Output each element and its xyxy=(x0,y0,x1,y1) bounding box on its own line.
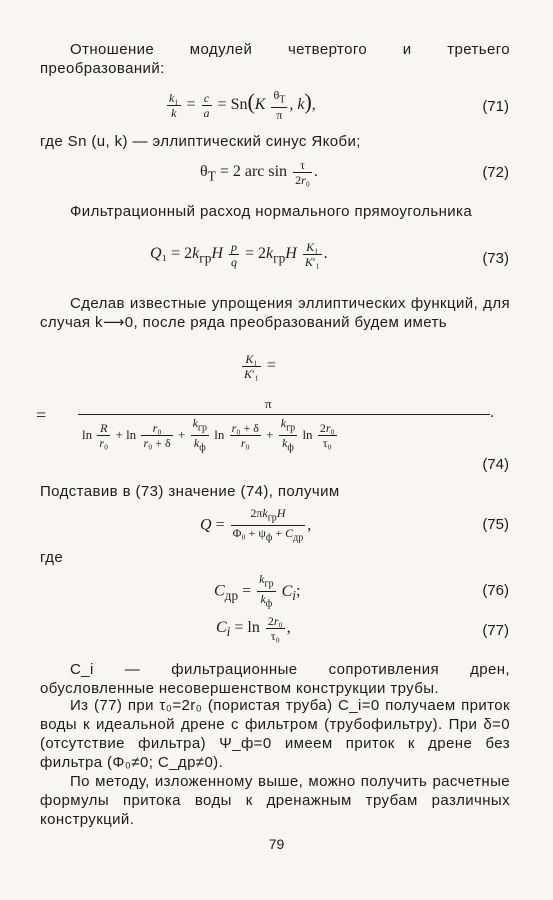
formula-71: $\frac{\text{k₁}}{k}$ = $\frac{c}{a}$ = Sn(K $\frac{\theta_T}{\pi}$ , k), xyxy=(169,88,316,123)
paragraph-9: По методу, изложенному выше, можно получить расчетные формулы притока воды к дренажным трубам различных конструкций. xyxy=(40,773,510,828)
formula-74-top: $\frac{\text{K₁}}{\text{K′₁}}$ = xyxy=(244,352,276,381)
equation-number-75: (75) xyxy=(482,516,509,533)
equation-number-76: (76) xyxy=(482,582,509,599)
formula-74-denominator: ln $\frac{R}{\text{r₀}}$ + ln $\frac{\text{r₀}}{\text{r₀ + δ}}$ + $\frac{k_{гр}}{k_ф}$ ln $\frac{\text{r₀ + δ}}{\text{r₀}}$ + $\frac{k_{гр}}{k_ф}$ ln $\frac{\text{2r₀}}{\text{τ₀}}$ xyxy=(82,416,335,454)
paragraph-3: Фильтрационный расход нормального прямоугольника xyxy=(70,203,473,220)
formula-76: $C_{др}$ = $\frac{k_{гр}}{k_ф}$ $C_i$; xyxy=(214,572,301,610)
equation-number-73: (73) xyxy=(482,250,509,267)
paragraph-8: Из (77) при τ₀=2r₀ (пористая труба) C_i=0 получаем приток воды к идеальной дрене с фильтром (трубофильтру). При δ=0 (отсутствие фильтра) Ψ_ф=0 имеем приток к дрене без фильтра (Φ₀≠0; C_др≠0). xyxy=(40,697,510,771)
formula-74-pi: π xyxy=(265,396,272,411)
formula-74-equals: = xyxy=(36,405,47,425)
paragraph-5: Подставив в (73) значение (74), получим xyxy=(40,483,340,500)
paragraph-7: C_i — фильтрационные сопротивления дрен, обусловленные несовершенством конструкции трубы. xyxy=(40,661,510,697)
equation-number-71: (71) xyxy=(482,98,509,115)
formula-73: $Q_1 = 2k_{гр}H$ $\frac{p}{q}$ = $2k_{гр}H$ $\frac{\text{K₁}}{\text{K′₁}}$ . xyxy=(150,240,328,269)
equation-number-74: (74) xyxy=(482,456,509,473)
paragraph-4: Сделав известные упрощения эллиптических функций, для случая k⟶0, после ряда преобразований будем иметь xyxy=(40,295,510,331)
formula-74-period: . xyxy=(490,404,494,421)
formula-74-fraction-bar xyxy=(78,414,490,415)
paragraph-1: Отношение модулей четвертого и третьего преобразований: xyxy=(40,41,510,77)
paragraph-6: где xyxy=(40,549,64,566)
page-number: 79 xyxy=(268,836,285,852)
formula-77: $C_i = \ln$ $\frac{\text{2r₀}}{\text{τ₀}}$ , xyxy=(216,614,291,643)
formula-72: $\theta_T = 2$ arc sin $\frac{\tau}{\text{2r₀}}$ . xyxy=(200,158,318,187)
paragraph-2: где Sn (u, k) — эллиптический синус Якоби; xyxy=(40,133,361,150)
equation-number-77: (77) xyxy=(482,622,509,639)
equation-number-72: (72) xyxy=(482,164,509,181)
formula-75: Q = $\frac{2\pi k_{гр}H}{\Phi_0 + \psi_ф + C_{др}}$ , xyxy=(200,506,312,544)
